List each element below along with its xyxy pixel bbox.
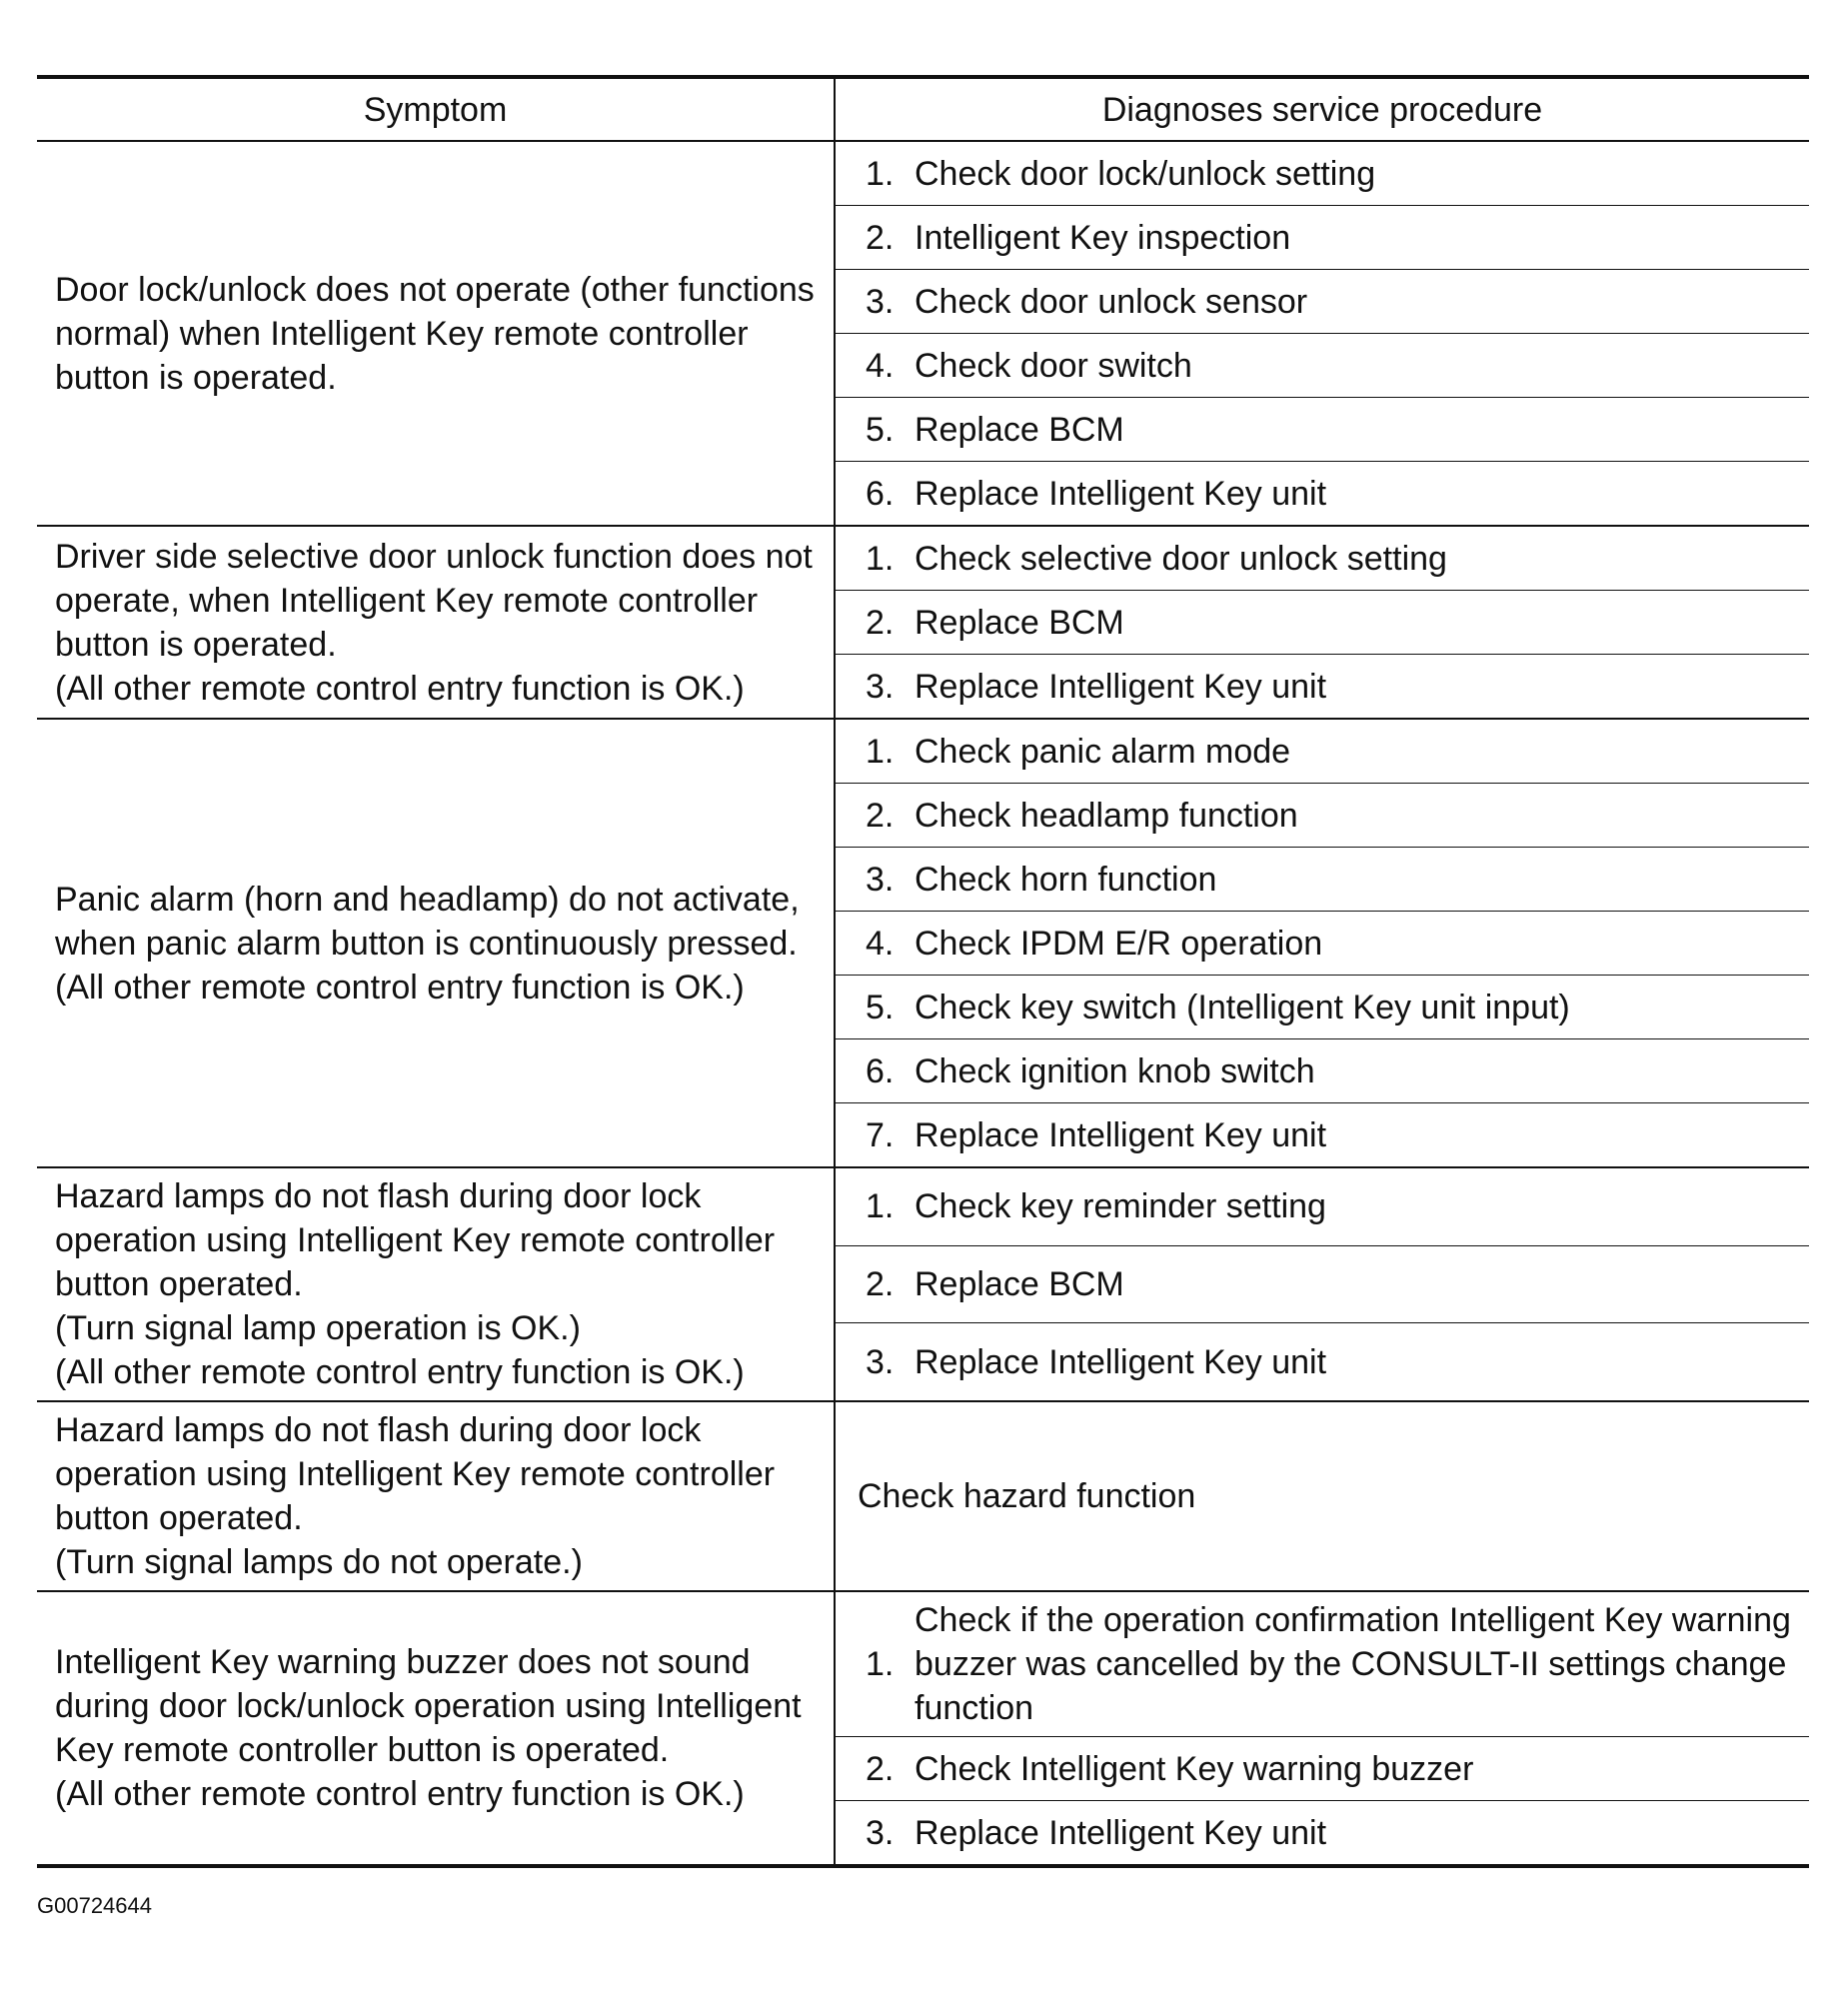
step-number: 4. — [835, 912, 915, 976]
step-number: 6. — [835, 1039, 915, 1103]
symptom-cell: Hazard lamps do not flash during door lock operation using Intelligent Key remote controller button operated. (Turn signal lamps do not operate.) — [37, 1401, 835, 1591]
step-text: Replace BCM — [915, 1245, 1809, 1323]
symptom-cell: Panic alarm (horn and headlamp) do not activate, when panic alarm button is continuously pressed. (All other remote control entry function is OK.) — [37, 719, 835, 1167]
step-text: Check Intelligent Key warning buzzer — [915, 1737, 1809, 1801]
step-number: 1. — [835, 719, 915, 784]
symptom-cell: Door lock/unlock does not operate (other functions normal) when Intelligent Key remote controller button is operated. — [37, 141, 835, 526]
symptom-cell: Hazard lamps do not flash during door lock operation using Intelligent Key remote controller button operated. (Turn signal lamp operation is OK.) (All other remote control entry function is OK.) — [37, 1167, 835, 1401]
step-text: Replace Intelligent Key unit — [915, 1323, 1809, 1401]
step-number: 2. — [835, 1737, 915, 1801]
step-number: 2. — [835, 206, 915, 270]
step-number: 3. — [835, 848, 915, 912]
step-number: 3. — [835, 655, 915, 720]
symptom-cell: Intelligent Key warning buzzer does not sound during door lock/unlock operation using Intelligent Key remote controller button is operated. (All other remote control entry function is OK.) — [37, 1591, 835, 1866]
header-symptom: Symptom — [37, 77, 835, 141]
document-id: G00724644 — [37, 1893, 152, 1918]
diagnosis-table — [37, 75, 1809, 1868]
step-number: 5. — [835, 398, 915, 462]
step-number: 1. — [835, 1591, 915, 1737]
step-number: 1. — [835, 526, 915, 591]
step-text: Check door lock/unlock setting — [915, 154, 1376, 193]
step-text: Check selective door unlock setting — [915, 526, 1809, 591]
step-text: Check key reminder setting — [915, 1167, 1809, 1245]
step-number: 3. — [835, 270, 915, 334]
table-row — [37, 141, 1809, 206]
step-text: Replace BCM — [915, 398, 1809, 462]
table-row — [37, 1401, 1809, 1591]
step-text: Replace Intelligent Key unit — [915, 462, 1809, 527]
step-number: 4. — [835, 334, 915, 398]
step-text: Replace BCM — [915, 591, 1809, 655]
step-number: 2. — [835, 591, 915, 655]
step-number: 2. — [835, 784, 915, 848]
step-text: Check door switch — [915, 334, 1809, 398]
step-number: 6. — [835, 462, 915, 527]
step-text: Replace Intelligent Key unit — [915, 1801, 1809, 1867]
table-row — [37, 719, 1809, 784]
step-text: Check IPDM E/R operation — [915, 912, 1809, 976]
table-row — [37, 526, 1809, 591]
step-text: Replace Intelligent Key unit — [915, 1103, 1809, 1168]
step-text: Check panic alarm mode — [915, 719, 1809, 784]
step-number: 5. — [835, 976, 915, 1039]
step-number: 1. — [835, 1167, 915, 1245]
step-number: 7. — [835, 1103, 915, 1168]
step-text: Check ignition knob switch — [915, 1039, 1809, 1103]
header-row — [37, 77, 1809, 141]
step-text: Check door unlock sensor — [915, 270, 1809, 334]
step-number: 2. — [835, 1245, 915, 1323]
step-text: Check if the operation confirmation Intelligent Key warning buzzer was cancelled by the CONSULT-II settings change function — [915, 1591, 1809, 1737]
step-number: 1. — [835, 141, 915, 206]
step-number: 3. — [835, 1323, 915, 1401]
step-text: Intelligent Key inspection — [915, 206, 1809, 270]
step-text: Check key switch (Intelligent Key unit input) — [915, 976, 1809, 1039]
procedure-cell: Check hazard function — [835, 1401, 1809, 1591]
symptom-cell: Driver side selective door unlock function does not operate, when Intelligent Key remote controller button is operated. (All other remote control entry function is OK.) — [37, 526, 835, 719]
table-body — [37, 141, 1809, 1866]
step-text: Check headlamp function — [915, 784, 1809, 848]
step-text: Check horn function — [915, 848, 1809, 912]
header-procedure: Diagnoses service procedure — [835, 77, 1809, 141]
step-number: 3. — [835, 1801, 915, 1867]
table-row — [37, 1591, 1809, 1737]
table-row — [37, 1167, 1809, 1245]
step-text: Replace Intelligent Key unit — [915, 655, 1809, 720]
